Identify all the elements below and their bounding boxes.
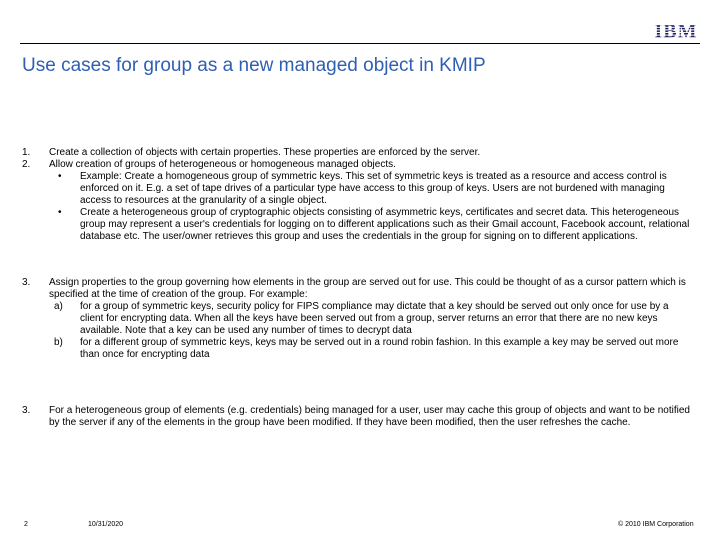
sub-item-text: for a different group of symmetric keys, keys may be served out in a round robin fashion. In this example a key may be served out more than once for encrypting data bbox=[80, 337, 679, 360]
item-text: Allow creation of groups of heterogeneous or homogeneous managed objects. bbox=[49, 159, 396, 170]
bullet-marker: • bbox=[58, 207, 62, 218]
bullet-item bbox=[58, 171, 692, 207]
sub-item-text: for a group of symmetric keys, security policy for FIPS compliance may dictate that a key should be served out only once for use by a client for encrypting data. When all the keys have been served out from a group, server returns an error that there are no new keys available. Note that a key can be used any number of times to decrypt data bbox=[80, 301, 669, 336]
footer-copyright: © 2010 IBM Corporation bbox=[618, 521, 694, 528]
footer-date: 10/31/2020 bbox=[88, 521, 124, 528]
item-number: 3. bbox=[22, 277, 31, 288]
list-item bbox=[22, 405, 692, 429]
list-item bbox=[22, 277, 692, 361]
bullet-marker: • bbox=[58, 171, 62, 182]
item-number: 1. bbox=[22, 147, 31, 158]
list-item bbox=[22, 147, 692, 159]
list-item bbox=[22, 159, 692, 243]
svg-text:IBM: IBM bbox=[654, 20, 698, 40]
sub-item bbox=[54, 301, 692, 337]
bullet-item bbox=[58, 207, 692, 243]
item-text: Create a collection of objects with certain properties. These properties are enforced by the server. bbox=[49, 147, 481, 158]
sub-item bbox=[54, 337, 692, 361]
title-rule bbox=[20, 43, 700, 44]
bullet-text: Example: Create a homogeneous group of symmetric keys. This set of symmetric keys is treated as a resource and access control is enforced on it. E.g. a set of tape drives of a particular type have access to this group of keys. Users are not burdened with managing access to resources at the granularity of a single object. bbox=[80, 171, 667, 206]
sub-item-marker: a) bbox=[54, 301, 63, 312]
page-number: 2 bbox=[24, 521, 28, 528]
sub-item-marker: b) bbox=[54, 337, 63, 348]
slide-title: Use cases for group as a new managed object in KMIP bbox=[22, 55, 486, 76]
item-text: For a heterogeneous group of elements (e.g. credentials) being managed for a user, user may cache this group of objects and want to be notified by the server if any of the elements in the group have been modified. If they have been modified, then the user refreshes the cache. bbox=[49, 405, 690, 428]
item-text: Assign properties to the group governing how elements in the group are served out for use. This could be thought of as a cursor pattern which is specified at the time of creation of the group. For example: bbox=[49, 277, 686, 300]
ibm-logo bbox=[652, 20, 700, 40]
item-number: 2. bbox=[22, 159, 31, 170]
bullet-text: Create a heterogeneous group of cryptographic objects consisting of asymmetric keys, certificates and secret data. This heterogeneous group may represent a user's credentials for logging on to different applications such as their Gmail account, Facebook account, relational database etc. The user/owner retrieves this group and uses the credentials in the group for signing on to different applications. bbox=[80, 207, 690, 242]
item-number: 3. bbox=[22, 405, 31, 416]
